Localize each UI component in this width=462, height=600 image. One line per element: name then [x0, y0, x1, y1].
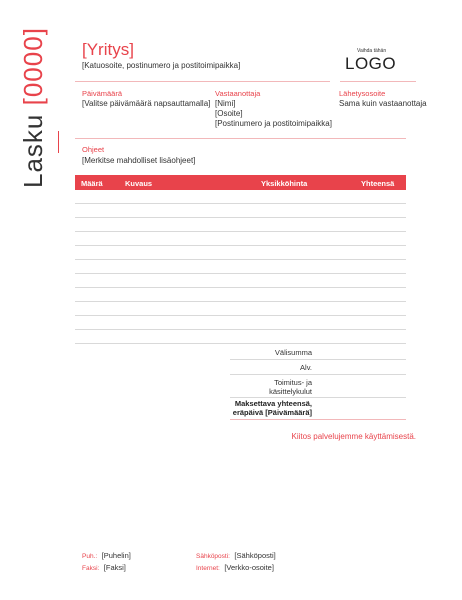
phone-label: Puh.: — [82, 553, 98, 560]
footer-fax — [82, 557, 126, 575]
invoice-number: [0000] — [18, 27, 48, 106]
fax-label: Faksi: — [82, 565, 100, 572]
invoice-title — [18, 27, 49, 188]
total-due-label-2: eräpäivä [Päivämäärä] — [232, 408, 312, 417]
shipping-fees-label-2: käsittelykulut — [269, 387, 312, 396]
col-total: Yhteensä — [361, 179, 395, 188]
table-row[interactable] — [75, 329, 406, 330]
col-unit-price: Yksikköhinta — [261, 179, 308, 188]
shipping-address[interactable]: Sama kuin vastaanottaja — [339, 99, 427, 108]
footer-web — [196, 557, 274, 575]
date-label: Päivämäärä — [82, 89, 123, 98]
web-label: Internet: — [196, 565, 220, 572]
total-due-label-1: Maksettava yhteensä, — [234, 399, 312, 408]
table-row[interactable] — [75, 203, 406, 204]
table-row[interactable] — [75, 301, 406, 302]
info-rule — [75, 138, 406, 139]
date-field[interactable]: [Valitse päivämäärä napsauttamalla] — [82, 99, 211, 108]
phone-value[interactable]: [Puhelin] — [101, 551, 131, 560]
col-description: Kuvaus — [125, 179, 153, 188]
instructions-field[interactable]: [Merkitse mahdolliset lisäohjeet] — [82, 156, 196, 165]
table-row[interactable] — [75, 231, 406, 232]
recipient-label: Vastaanottaja — [215, 89, 261, 98]
shipping-label: Lähetysosoite — [339, 89, 386, 98]
title-accent-line — [58, 131, 59, 153]
shipping-fees-label-1: Toimitus- ja — [274, 378, 312, 387]
table-row[interactable] — [75, 217, 406, 218]
company-name[interactable]: [Yritys] — [82, 40, 134, 59]
email-label: Sähköposti: — [196, 553, 230, 560]
invoice-title-word: Lasku — [18, 113, 48, 188]
col-quantity: Määrä — [81, 179, 103, 188]
shipping-fees-line — [230, 397, 406, 398]
subtotal-label: Välisumma — [274, 348, 312, 357]
web-value[interactable]: [Verkko-osoite] — [224, 563, 274, 572]
logo-placeholder[interactable]: LOGO — [345, 54, 397, 73]
instructions-label: Ohjeet — [82, 145, 105, 154]
header-rule — [75, 81, 330, 82]
company-address[interactable]: [Katuosoite, postinumero ja postitoimipaikka] — [82, 61, 241, 70]
email-value[interactable]: [Sähköposti] — [234, 551, 276, 560]
fax-value[interactable]: [Faksi] — [103, 563, 126, 572]
table-row[interactable] — [75, 273, 406, 274]
table-row[interactable] — [75, 245, 406, 246]
table-row[interactable] — [75, 343, 406, 344]
table-row[interactable] — [75, 259, 406, 260]
table-row[interactable] — [75, 315, 406, 316]
table-header — [75, 175, 406, 190]
subtotal-line — [230, 359, 406, 360]
recipient-postal[interactable]: [Postinumero ja postitoimipaikka] — [215, 119, 332, 128]
total-rule — [230, 419, 406, 420]
logo-rule — [340, 81, 416, 82]
recipient-name[interactable]: [Nimi] — [215, 99, 236, 108]
tax-line — [230, 374, 406, 375]
logo-hint: Vaihda tähän — [357, 48, 387, 54]
tax-label: Alv. — [300, 363, 312, 372]
table-row[interactable] — [75, 287, 406, 288]
thank-you-note: Kiitos palvelujemme käyttämisestä. — [291, 432, 416, 441]
recipient-address[interactable]: [Osoite] — [215, 109, 243, 118]
